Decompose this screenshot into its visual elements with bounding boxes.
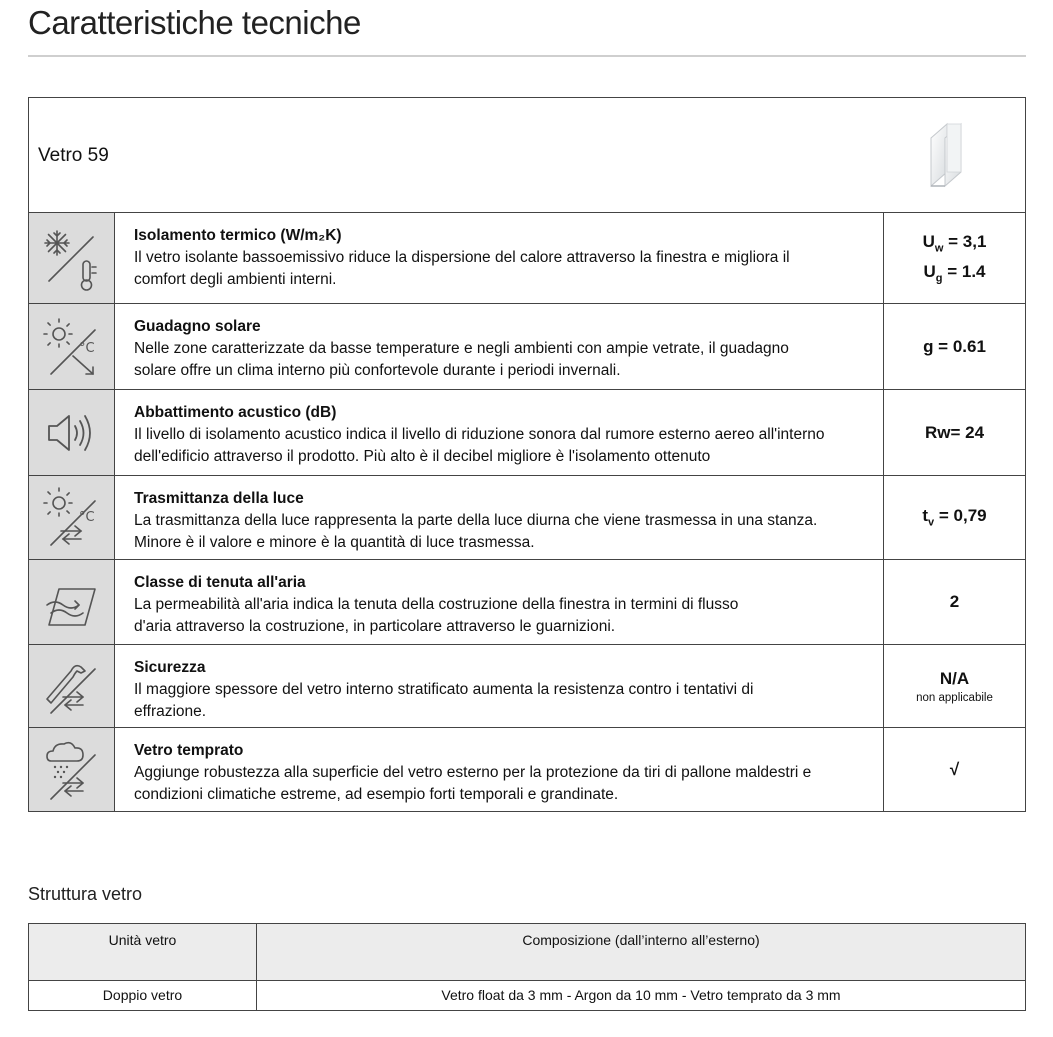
feature-row-acoustic <box>29 390 1025 476</box>
feature-description: Il livello di isolamento acustico indica il livello di riduzione sonora dal rumore esterno aereo all'interno <box>134 426 825 443</box>
feature-row-solar <box>29 304 1025 390</box>
feature-value-uw: $U_w = 3,1$ <box>922 231 987 254</box>
svg-text:°C: °C <box>78 340 95 356</box>
glass-name: Vetro 59 <box>38 145 109 166</box>
column-header: Unità vetro <box>29 924 257 980</box>
table-cell: Doppio vetro <box>29 981 257 1010</box>
speaker-sound-icon <box>37 398 107 468</box>
feature-row-air-tightness <box>29 560 1025 645</box>
feature-description: d'aria attraverso la costruzione, in particolare attraverso le guarnizioni. <box>134 618 616 635</box>
feature-description: La trasmittanza della luce rappresenta la parte della luce diurna che viene trasmessa in una stanza. <box>134 512 818 529</box>
glass-structure-table <box>28 923 1026 1011</box>
air-flow-window-icon <box>37 567 107 637</box>
feature-description: Nelle zone caratterizzate da basse temperature e negli ambienti con ampie vetrate, il guadagno <box>134 340 789 357</box>
feature-value: g = 0.61 <box>923 336 986 356</box>
feature-row-tempered <box>29 728 1025 811</box>
page-title: Caratteristiche tecniche <box>28 4 361 41</box>
feature-name: Vetro temprato <box>134 742 244 759</box>
feature-description: Aggiunge robustezza alla superficie del vetro esterno per la protezione da tiri di pallone maldestri e <box>134 764 812 781</box>
feature-description: Il maggiore spessore del vetro interno stratificato aumenta la resistenza contro i tentativi di <box>134 681 754 698</box>
window-glass-icon <box>921 122 973 188</box>
feature-description: Il vetro isolante bassoemissivo riduce la dispersione del calore attraverso la finestra e migliora il <box>134 249 790 266</box>
svg-text:°C: °C <box>78 509 95 525</box>
feature-description: condizioni climatiche estreme, ad esempio forti temporali e grandinate. <box>134 786 619 803</box>
table-cell: Vetro float da 3 mm - Argon da 10 mm - Vetro temprato da 3 mm <box>441 987 841 1003</box>
table-row <box>29 981 1025 1010</box>
feature-description: La permeabilità all'aria indica la tenuta della costruzione della finestra in termini di flusso <box>134 596 739 613</box>
feature-description: solare offre un clima interno più confortevole durante i periodi invernali. <box>134 362 621 379</box>
feature-row-light <box>29 476 1025 560</box>
feature-value: 2 <box>949 592 960 611</box>
feature-row-thermal <box>29 213 1025 304</box>
feature-description: comfort degli ambienti interni. <box>134 271 337 288</box>
column-header: Composizione (dall’interno all’esterno) <box>522 932 760 948</box>
feature-value: Rw= 24 <box>924 422 985 442</box>
feature-row-security <box>29 645 1025 728</box>
feature-value: √ <box>949 759 960 779</box>
feature-value: $t_v = 0,79$ <box>922 506 987 529</box>
feature-description: Minore è il valore e minore è la quantità di luce trasmessa. <box>134 534 535 551</box>
feature-name: Classe di tenuta all'aria <box>134 574 306 591</box>
hail-cloud-icon <box>37 735 107 805</box>
feature-name: Guadagno solare <box>134 318 261 335</box>
title-divider <box>28 55 1026 57</box>
glass-header-row <box>29 98 1025 213</box>
feature-value-note: non applicabile <box>916 691 993 704</box>
sun-light-transmission-icon <box>37 483 107 553</box>
feature-name: Sicurezza <box>134 659 206 676</box>
section-title: Struttura vetro <box>28 884 143 904</box>
snowflake-thermometer-icon <box>37 223 107 293</box>
table-header <box>29 924 1025 981</box>
sun-temperature-icon <box>37 312 107 382</box>
feature-value: N/A <box>939 668 970 688</box>
feature-description: effrazione. <box>134 703 207 720</box>
crowbar-security-icon <box>37 651 107 721</box>
feature-description: dell'edificio attraverso il prodotto. Più alto è il decibel migliore è l'isolamento ottenuto <box>134 448 711 465</box>
technical-specs-table <box>28 97 1026 812</box>
feature-name: Abbattimento acustico (dB) <box>134 404 337 421</box>
feature-value-ug: $U_g = 1.4$ <box>923 262 986 285</box>
feature-name: Isolamento termico (W/m₂K) <box>134 227 342 244</box>
feature-name: Trasmittanza della luce <box>134 490 304 507</box>
